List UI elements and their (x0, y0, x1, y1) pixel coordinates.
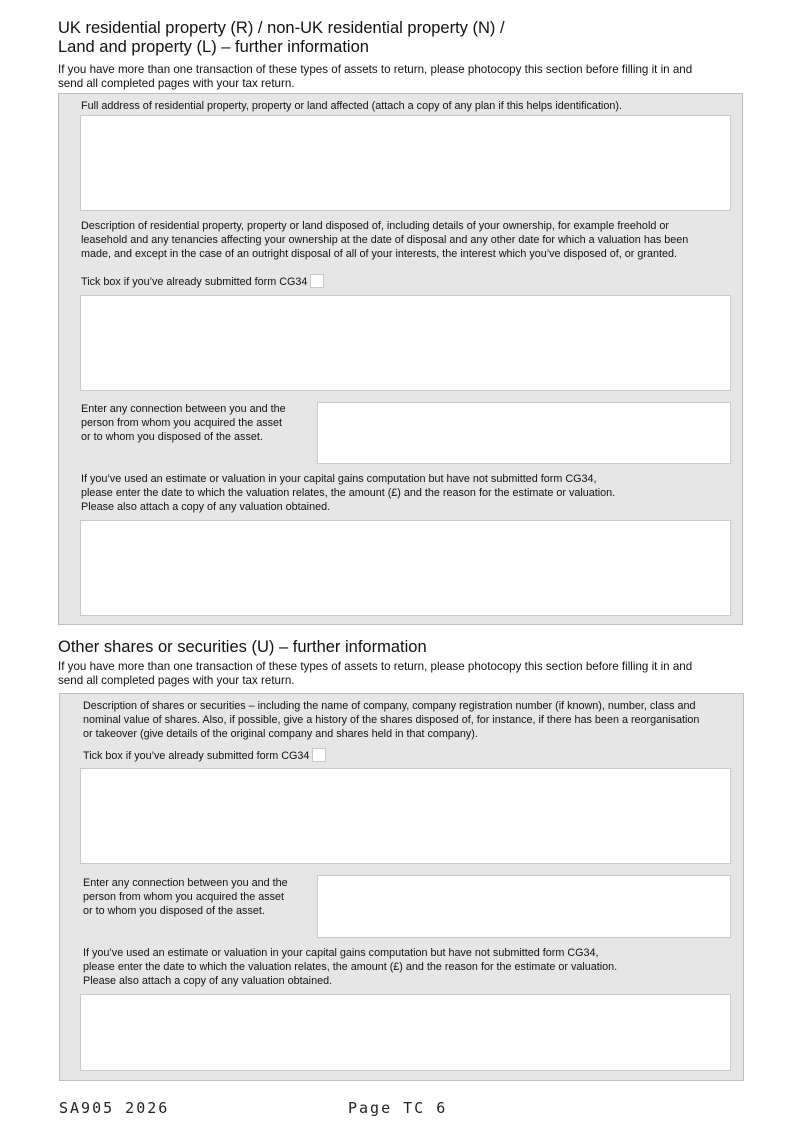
section1-description-line-2: leasehold and any tenancies affecting your ownership at the date of disposal and any other date for which a valuation has been (81, 234, 689, 247)
section2-tick-label: Tick box if you’ve already submitted form CG34 (83, 750, 310, 762)
section2-description-field[interactable] (80, 768, 731, 864)
section2-description-line-3: or takeover (give details of the original company and shares held in that company). (83, 728, 478, 741)
section2-intro-line-1: If you have more than one transaction of these types of assets to return, please photocopy this section before filling it in and (58, 660, 693, 673)
section1-valuation-label (81, 472, 615, 515)
section1-description-label (81, 219, 688, 262)
section2-description-label (83, 699, 699, 742)
section1-valuation-line-2: please enter the date to which the valuation relates, the amount (£) and the reason for the estimate or valuation. (81, 487, 616, 500)
section1-intro (58, 63, 692, 91)
section2-description-line-1: Description of shares or securities – including the name of company, company registration number (if known), number, class and (83, 700, 696, 712)
section2-valuation-field[interactable] (80, 994, 731, 1071)
section2-tick-row (83, 748, 326, 763)
section1-description-field[interactable] (80, 295, 731, 391)
section1-valuation-field[interactable] (80, 520, 731, 616)
section2-intro-line-2: send all completed pages with your tax return. (58, 674, 295, 687)
section2-connection-line-3: or to whom you disposed of the asset. (83, 905, 265, 918)
section1-address-label: Full address of residential property, property or land affected (attach a copy of any plan if this helps identification). (81, 100, 622, 112)
section2-valuation-line-2: please enter the date to which the valuation relates, the amount (£) and the reason for the estimate or valuation. (83, 961, 618, 974)
section1-heading-line-1: UK residential property (R) / non-UK residential property (N) / (58, 19, 505, 37)
section1-description-line-3: made, and except in the case of an outright disposal of all of your interests, the interest which you’ve disposed of, or granted. (81, 248, 677, 261)
section1-valuation-line-1: If you’ve used an estimate or valuation in your capital gains computation but have not submitted form CG34, (81, 473, 597, 485)
section1-heading (58, 19, 505, 57)
section2-cg34-checkbox[interactable] (312, 748, 326, 762)
section1-intro-line-2: send all completed pages with your tax return. (58, 77, 295, 90)
section1-address-field[interactable] (80, 115, 731, 211)
section2-connection-line-2: person from whom you acquired the asset (83, 891, 285, 904)
section1-description-line-1: Description of residential property, property or land disposed of, including details of your ownership, for example freehold or (81, 220, 669, 232)
section2-intro (58, 660, 692, 688)
section2-description-line-2: nominal value of shares. Also, if possible, give a history of the shares disposed of, for instance, if there has been a reorganisation (83, 714, 700, 727)
section2-heading: Other shares or securities (U) – further information (58, 638, 427, 656)
section1-connection-line-2: person from whom you acquired the asset (81, 417, 283, 430)
section1-intro-line-1: If you have more than one transaction of these types of assets to return, please photocopy this section before filling it in and (58, 63, 693, 76)
section2-connection-line-1: Enter any connection between you and the (83, 877, 288, 889)
section1-tick-label: Tick box if you’ve already submitted form CG34 (81, 276, 308, 288)
section2-valuation-line-3: Please also attach a copy of any valuation obtained. (83, 975, 333, 988)
section1-heading-line-2: Land and property (L) – further information (58, 38, 369, 56)
section1-connection-field[interactable] (317, 402, 731, 464)
page-number: Page TC 6 (348, 1099, 448, 1117)
section2-valuation-label (83, 946, 617, 989)
section2-connection-field[interactable] (317, 875, 731, 938)
section1-valuation-line-3: Please also attach a copy of any valuation obtained. (81, 501, 331, 514)
section2-connection-label (83, 876, 288, 919)
section1-tick-row (81, 274, 324, 289)
section1-cg34-checkbox[interactable] (310, 274, 324, 288)
section1-connection-label (81, 402, 286, 445)
section2-valuation-line-1: If you’ve used an estimate or valuation in your capital gains computation but have not submitted form CG34, (83, 947, 599, 959)
form-code: SA905 2026 (59, 1099, 170, 1117)
section1-connection-line-1: Enter any connection between you and the (81, 403, 286, 415)
section1-connection-line-3: or to whom you disposed of the asset. (81, 431, 263, 444)
